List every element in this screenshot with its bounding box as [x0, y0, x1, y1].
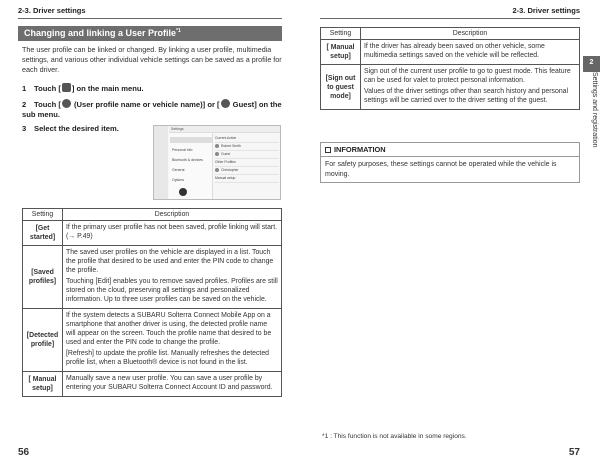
footnote: *1 : This function is not available in some regions. [322, 433, 467, 440]
left-page-number: 56 [18, 447, 30, 458]
table-row [23, 372, 282, 397]
table-row [23, 246, 282, 309]
screenshot-profile-panel [215, 135, 279, 183]
description-cell [361, 65, 580, 110]
setting-cell: [Saved profiles] [23, 246, 63, 309]
screenshot-panel-row [215, 167, 279, 175]
settings-screenshot [153, 125, 281, 200]
information-body: For safety purposes, these settings cannot be operated while the vehicle is moving. [325, 161, 557, 178]
description-text: Manually save a new user profile. You can save a user profile by entering your SUBARU Solterra Connect Account ID and password. [66, 375, 273, 391]
information-box [320, 142, 580, 183]
description-text: If the system detects a SUBARU Solterra Connect Mobile App on a smartphone that another driver is using, the detected profile name will appear on the screen. Touch the profile name that desired to be used and enter the PIN code to change the profile. [66, 312, 272, 346]
intro-paragraph: The user profile can be linked or changed. By linking a user profile, multimedia settings, and various other individual vehicle settings can be saved as a profile for each driver. [22, 45, 282, 74]
left-header-rule [18, 18, 282, 19]
step-number: 2 [22, 100, 27, 109]
screenshot-nav-item: General [172, 168, 185, 172]
description-text: Touching [Edit] enables you to remove saved profiles. Profiles are still stored on the cloud, preserving all settings and personalized information. Up to three user profiles can be saved on the vehicle. [66, 278, 278, 303]
screenshot-selected-item [170, 137, 212, 143]
screenshot-sidebar [154, 126, 168, 200]
right-settings-table [320, 27, 580, 110]
screenshot-panel-row: Other Profiles [215, 159, 279, 167]
description-cell [63, 372, 282, 397]
screenshot-panel-row: Manual setup [215, 175, 279, 183]
column-header-description: Description [63, 209, 282, 221]
screenshot-nav-item: Options [172, 178, 185, 182]
screenshot-panel-text: Robert Smith [221, 144, 241, 148]
table-header-row [23, 209, 282, 221]
information-title: INFORMATION [334, 145, 386, 154]
screenshot-nav-item: Personal info [172, 148, 193, 152]
description-cell [361, 40, 580, 65]
step-number: 3 [22, 124, 27, 133]
step-number: 1 [22, 84, 27, 93]
screenshot-panel-row [215, 151, 279, 159]
table-row [23, 309, 282, 372]
description-cell [63, 221, 282, 246]
description-text: The saved user profiles on the vehicle are displayed in a list. Touch the profile that desired to be used and enter the PIN code to change the profile. [66, 249, 274, 274]
column-header-setting: Setting [321, 28, 361, 40]
screenshot-nav-item: Bluetooth & devices [172, 158, 203, 162]
info-checkbox-icon [325, 147, 331, 153]
description-text: Sign out of the current user profile to go to guest mode. This feature can be used for valet to protect personal information. [364, 68, 571, 84]
avatar-icon [215, 144, 219, 148]
left-settings-table [22, 208, 282, 397]
description-cell [63, 246, 282, 309]
setting-cell: [ Manual setup] [23, 372, 63, 397]
section-title [18, 26, 282, 41]
table-row [321, 40, 580, 65]
avatar-icon [215, 168, 219, 172]
step-2 [22, 99, 287, 120]
right-page [300, 0, 600, 462]
screenshot-panel-row [215, 143, 279, 151]
setting-cell: [Get started] [23, 221, 63, 246]
step-text: ] on the main menu. [71, 84, 144, 93]
right-page-number: 57 [568, 447, 580, 458]
screenshot-panel-row: Current Active [215, 135, 279, 143]
step-1 [22, 83, 144, 94]
setting-cell: [Sign out to guest mode] [321, 65, 361, 110]
description-text: Values of the driver settings other than search history and personal settings will be carried over to the driver setting of the guest. [364, 88, 569, 104]
step-text: (User profile name or vehicle name)] or [ [71, 100, 220, 109]
step-text: Touch [ [34, 84, 61, 93]
column-header-description: Description [361, 28, 580, 40]
left-running-header: 2-3. Driver settings [18, 6, 86, 15]
setting-cell: [Detected profile] [23, 309, 63, 372]
step-3 [22, 124, 119, 134]
user-icon [62, 99, 71, 108]
setting-cell: [ Manual setup] [321, 40, 361, 65]
screenshot-panel-text: Guest [221, 152, 231, 156]
step-text: Guest] on the sub menu. [22, 100, 282, 119]
description-text: If the driver has already been saved on other vehicle, some multimedia settings saved on the vehicle will be reflected. [364, 43, 545, 59]
screenshot-title-bar: Settings [169, 126, 281, 133]
information-heading [321, 143, 579, 157]
screenshot-panel-text: Christopher [221, 168, 239, 172]
section-title-footnote-ref: *1 [176, 28, 181, 34]
table-row [23, 221, 282, 246]
description-text: If the primary user profile has not been saved, profile linking will start.(→ P.49) [66, 224, 278, 240]
column-header-setting: Setting [23, 209, 63, 221]
screenshot-callout-marker [179, 188, 187, 196]
user-icon [221, 99, 230, 108]
gear-icon [62, 83, 71, 92]
step-text: Select the desired item. [34, 124, 119, 133]
section-title-text: Changing and linking a User Profile [24, 28, 177, 38]
right-running-header: 2-3. Driver settings [512, 6, 580, 15]
description-text: [Refresh] to update the profile list. Manually refreshes the detected profile list, when a Bluetooth® device is not found in the list. [66, 350, 270, 366]
chapter-tab-number: 2 [583, 56, 600, 72]
table-row [321, 65, 580, 110]
avatar-icon [215, 152, 219, 156]
table-header-row [321, 28, 580, 40]
chapter-tab-title: Settings and registration [591, 72, 598, 148]
right-header-rule [320, 18, 580, 19]
description-cell [63, 309, 282, 372]
step-text: Touch [ [34, 100, 61, 109]
